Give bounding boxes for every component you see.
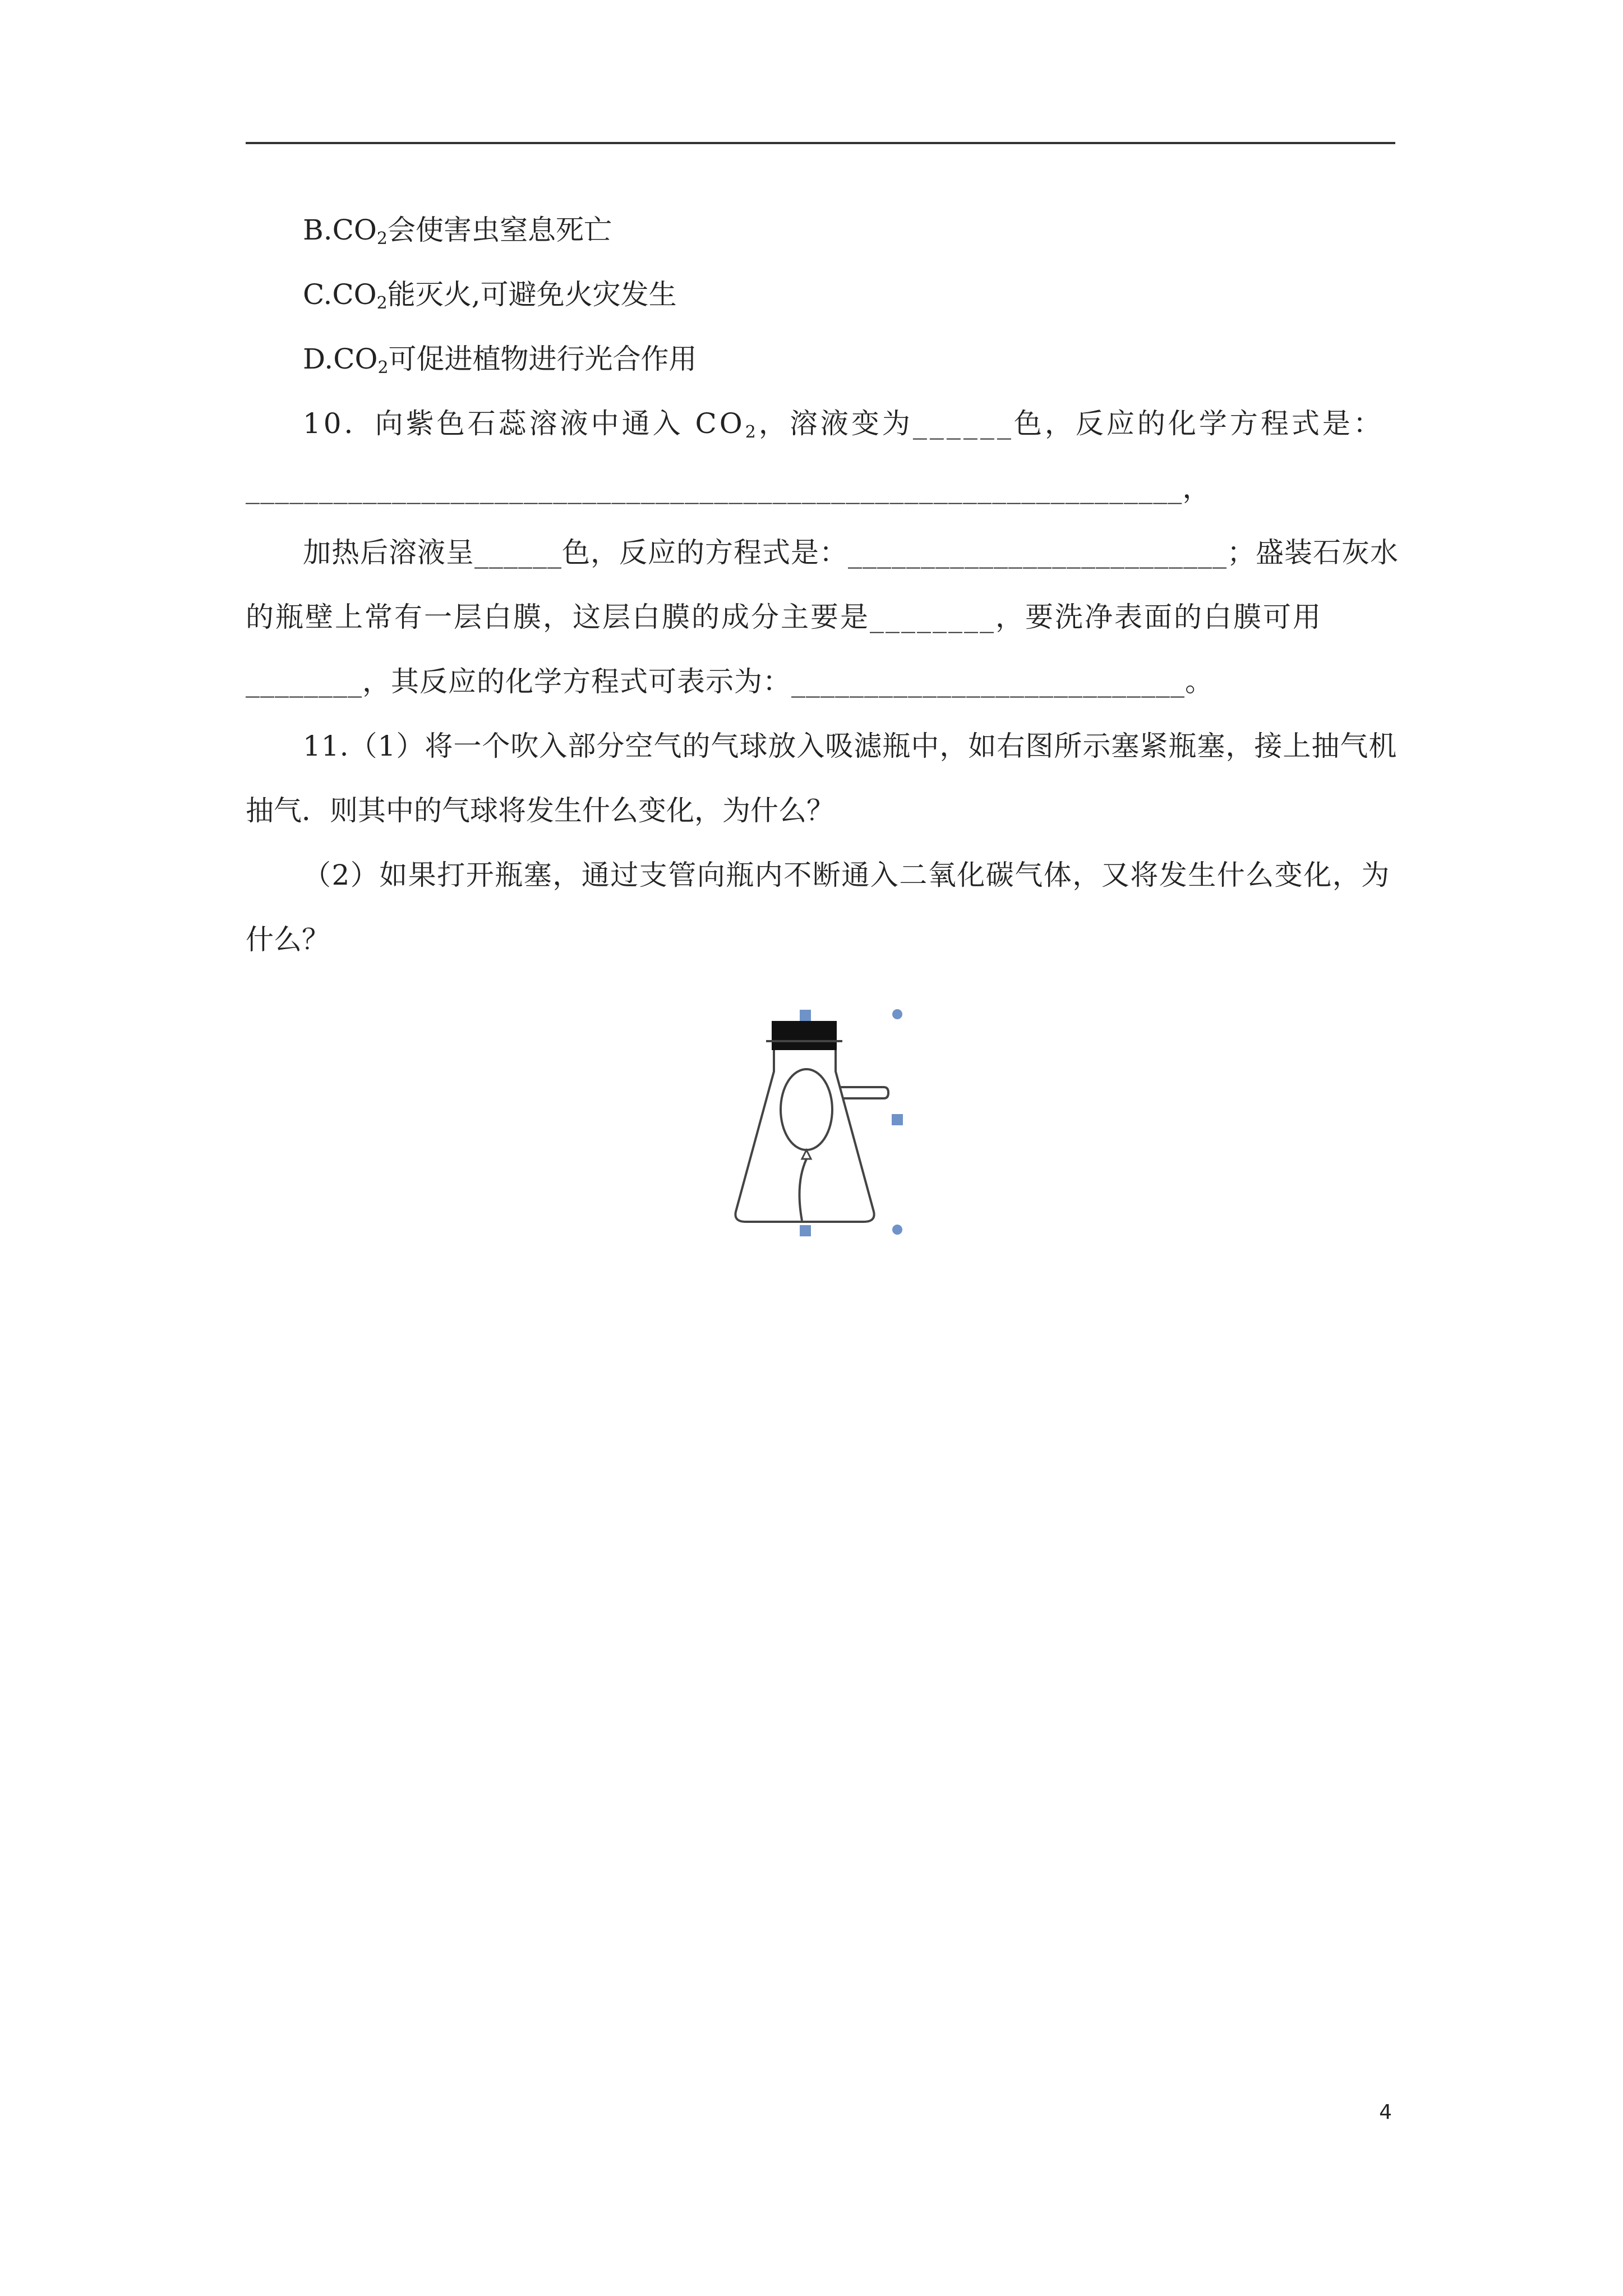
q10-color-blank: ______	[912, 407, 1014, 440]
option-c	[303, 278, 677, 311]
option-b-prefix: B.CO	[303, 214, 377, 246]
q10-line2	[246, 471, 1210, 505]
option-b-subscript: 2	[376, 229, 388, 249]
option-d-text: 可促进植物进行光合作用	[388, 343, 697, 375]
option-d-subscript: 2	[377, 358, 389, 378]
option-d	[303, 342, 697, 376]
q10-text-2: ，溶液变为	[758, 407, 913, 440]
option-c-text: 能灭火,可避免火灾发生	[387, 278, 677, 311]
q10-text-1: 10．向紫色石蕊溶液中通入 CO	[303, 407, 745, 440]
q11-line1: 11.（1）将一个吹入部分空气的气球放入吸滤瓶中，如右图所示塞紧瓶塞，接上抽气机	[303, 730, 1398, 762]
q11-line3: （2）如果打开瓶塞，通过支管向瓶内不断通入二氧化碳气体，又将发生什么变化，为	[303, 859, 1390, 891]
q10-equation-blank: ________________________________________________________________	[246, 472, 1183, 504]
q10-line5: ________，其反应的化学方程式可表示为：___________________________。	[246, 665, 1214, 698]
header-rule	[246, 142, 1395, 144]
q10-line3: 加热后溶液呈______色，反应的方程式是：__________________________；盛装石灰水	[303, 536, 1399, 569]
q10-line1	[303, 407, 1384, 440]
q10-line2-end: ，	[1182, 472, 1211, 504]
option-d-prefix: D.CO	[303, 343, 378, 375]
option-c-subscript: 2	[376, 293, 388, 313]
q10-subscript: 2	[745, 422, 759, 442]
page-number: 4	[1379, 2101, 1392, 2124]
q10-text-3: 色，反应的化学方程式是：	[1013, 407, 1384, 440]
q11-line4: 什么？	[246, 923, 330, 956]
option-c-prefix: C.CO	[303, 278, 377, 311]
q11-line2: 抽气．则其中的气球将发生什么变化，为什么？	[246, 794, 834, 827]
option-b	[303, 213, 612, 247]
option-b-text: 会使害虫窒息死亡	[387, 214, 612, 246]
q10-line4: 的瓶壁上常有一层白膜，这层白膜的成分主要是________，要洗净表面的白膜可用	[246, 601, 1322, 633]
suction-flask-with-balloon-icon	[729, 1004, 909, 1240]
